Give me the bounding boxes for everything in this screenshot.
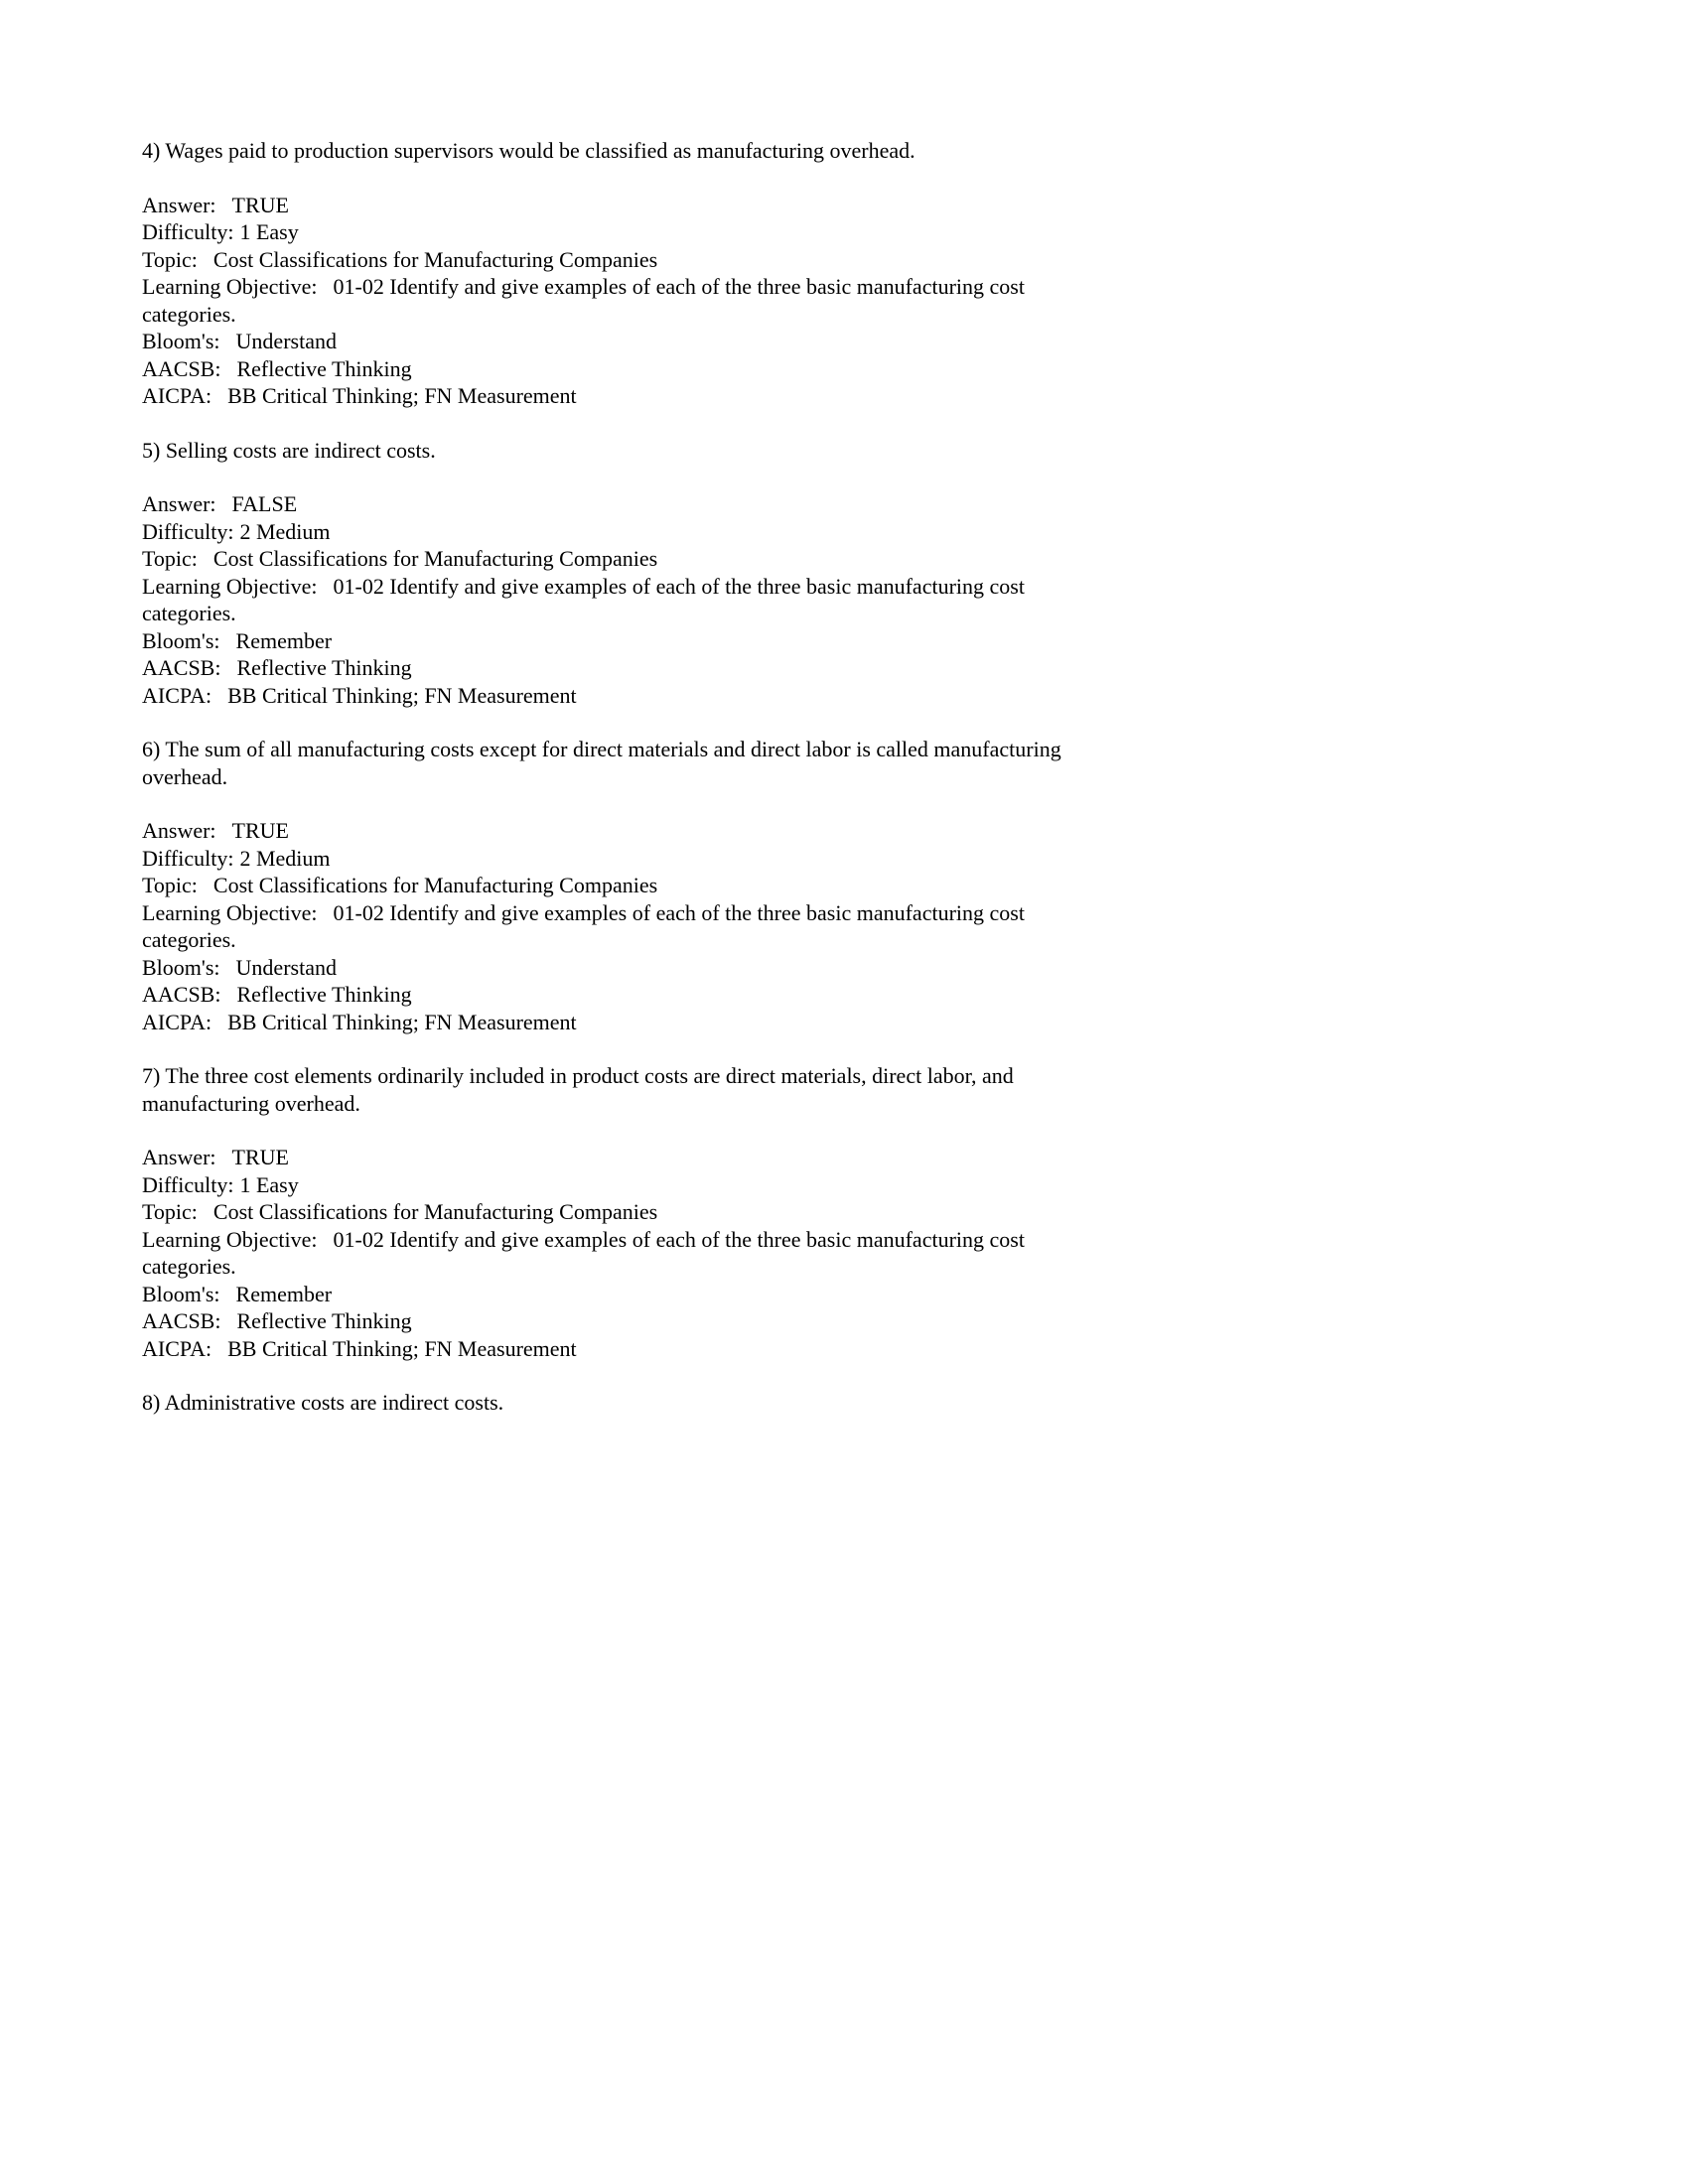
- aicpa-value: BB Critical Thinking; FN Measurement: [227, 682, 577, 708]
- aicpa-label: AICPA:: [142, 1335, 212, 1361]
- difficulty-line: [142, 1171, 1070, 1199]
- blooms-value: Remember: [235, 1281, 333, 1306]
- topic-value: Cost Classifications for Manufacturing Companies: [212, 546, 658, 571]
- difficulty-label: Difficulty:: [142, 219, 234, 244]
- learning-objective-line: [142, 899, 1070, 954]
- answer-label: Answer:: [142, 491, 216, 516]
- topic-label: Topic:: [142, 546, 198, 571]
- blooms-line: [142, 954, 1070, 982]
- question-block: [142, 437, 1070, 710]
- blooms-value: Understand: [235, 954, 337, 980]
- answer-value: TRUE: [231, 1145, 289, 1169]
- question-metadata: [142, 1144, 1070, 1362]
- blooms-line: [142, 1281, 1070, 1308]
- difficulty-line: [142, 218, 1070, 246]
- learning-objective-line: [142, 273, 1070, 328]
- question-text: 4) Wages paid to production supervisors would be classified as manufacturing overhead.: [142, 138, 915, 163]
- blooms-value: Understand: [235, 329, 337, 353]
- learning-objective-value: 01-02 Identify and give examples of each of the three basic manufacturing cost categories.: [142, 573, 1025, 625]
- aacsb-value: Reflective Thinking: [236, 355, 412, 381]
- aicpa-line: [142, 682, 1070, 710]
- topic-label: Topic:: [142, 1199, 198, 1224]
- topic-label: Topic:: [142, 246, 198, 272]
- topic-label: Topic:: [142, 873, 198, 897]
- aacsb-value: Reflective Thinking: [236, 1308, 412, 1333]
- difficulty-label: Difficulty:: [142, 845, 234, 871]
- learning-objective-line: [142, 573, 1070, 627]
- blooms-line: [142, 627, 1070, 655]
- aacsb-value: Reflective Thinking: [236, 655, 412, 680]
- aacsb-value: Reflective Thinking: [236, 982, 412, 1007]
- difficulty-value: 2 Medium: [239, 518, 331, 544]
- answer-line: [142, 817, 1070, 845]
- aicpa-line: [142, 382, 1070, 410]
- question-metadata: [142, 192, 1070, 410]
- blooms-label: Bloom's:: [142, 954, 220, 980]
- learning-objective-label: Learning Objective:: [142, 899, 318, 925]
- blooms-label: Bloom's:: [142, 627, 220, 653]
- topic-line: [142, 1198, 1070, 1226]
- difficulty-label: Difficulty:: [142, 1171, 234, 1197]
- learning-objective-value: 01-02 Identify and give examples of each of the three basic manufacturing cost categories.: [142, 274, 1025, 327]
- aicpa-value: BB Critical Thinking; FN Measurement: [227, 383, 577, 408]
- topic-value: Cost Classifications for Manufacturing Companies: [212, 873, 658, 897]
- learning-objective-line: [142, 1226, 1070, 1281]
- learning-objective-label: Learning Objective:: [142, 274, 318, 299]
- question-block: [142, 1389, 1070, 1417]
- difficulty-value: 1 Easy: [239, 1171, 299, 1197]
- answer-value: FALSE: [231, 491, 298, 516]
- aacsb-label: AACSB:: [142, 355, 221, 381]
- difficulty-value: 1 Easy: [239, 219, 299, 244]
- difficulty-line: [142, 845, 1070, 873]
- answer-label: Answer:: [142, 818, 216, 843]
- difficulty-line: [142, 518, 1070, 546]
- answer-label: Answer:: [142, 192, 216, 217]
- question-text: 8) Administrative costs are indirect costs.: [142, 1390, 504, 1415]
- aicpa-line: [142, 1335, 1070, 1363]
- blooms-line: [142, 328, 1070, 355]
- aacsb-label: AACSB:: [142, 1308, 221, 1333]
- topic-line: [142, 545, 1070, 573]
- topic-value: Cost Classifications for Manufacturing Companies: [212, 246, 658, 272]
- difficulty-value: 2 Medium: [239, 845, 331, 871]
- answer-value: TRUE: [231, 818, 289, 843]
- question-metadata: [142, 817, 1070, 1035]
- topic-line: [142, 872, 1070, 899]
- aacsb-line: [142, 981, 1070, 1009]
- aicpa-value: BB Critical Thinking; FN Measurement: [227, 1009, 577, 1034]
- answer-line: [142, 490, 1070, 518]
- aacsb-line: [142, 355, 1070, 383]
- blooms-label: Bloom's:: [142, 1281, 220, 1306]
- topic-line: [142, 246, 1070, 274]
- topic-value: Cost Classifications for Manufacturing Companies: [212, 1199, 658, 1224]
- question-text: 5) Selling costs are indirect costs.: [142, 437, 436, 463]
- aicpa-line: [142, 1009, 1070, 1036]
- aacsb-label: AACSB:: [142, 655, 221, 680]
- learning-objective-label: Learning Objective:: [142, 573, 318, 599]
- answer-value: TRUE: [231, 192, 289, 217]
- question-text: 7) The three cost elements ordinarily included in product costs are direct materials, direct labor, and manufacturing overhead.: [142, 1063, 1014, 1116]
- blooms-label: Bloom's:: [142, 329, 220, 353]
- aicpa-label: AICPA:: [142, 1009, 212, 1034]
- answer-line: [142, 192, 1070, 219]
- question-text: 6) The sum of all manufacturing costs except for direct materials and direct labor is called manufacturing overhead.: [142, 737, 1061, 789]
- question-block: [142, 736, 1070, 1035]
- learning-objective-value: 01-02 Identify and give examples of each of the three basic manufacturing cost categories.: [142, 899, 1025, 952]
- aicpa-label: AICPA:: [142, 383, 212, 408]
- document-content: [142, 137, 1070, 1417]
- aacsb-line: [142, 654, 1070, 682]
- aacsb-line: [142, 1307, 1070, 1335]
- aacsb-label: AACSB:: [142, 982, 221, 1007]
- difficulty-label: Difficulty:: [142, 518, 234, 544]
- question-block: [142, 1062, 1070, 1362]
- learning-objective-value: 01-02 Identify and give examples of each of the three basic manufacturing cost categories.: [142, 1226, 1025, 1279]
- aicpa-label: AICPA:: [142, 682, 212, 708]
- learning-objective-label: Learning Objective:: [142, 1226, 318, 1252]
- blooms-value: Remember: [235, 627, 333, 653]
- question-metadata: [142, 490, 1070, 709]
- answer-line: [142, 1144, 1070, 1171]
- question-block: [142, 137, 1070, 410]
- aicpa-value: BB Critical Thinking; FN Measurement: [227, 1335, 577, 1361]
- answer-label: Answer:: [142, 1145, 216, 1169]
